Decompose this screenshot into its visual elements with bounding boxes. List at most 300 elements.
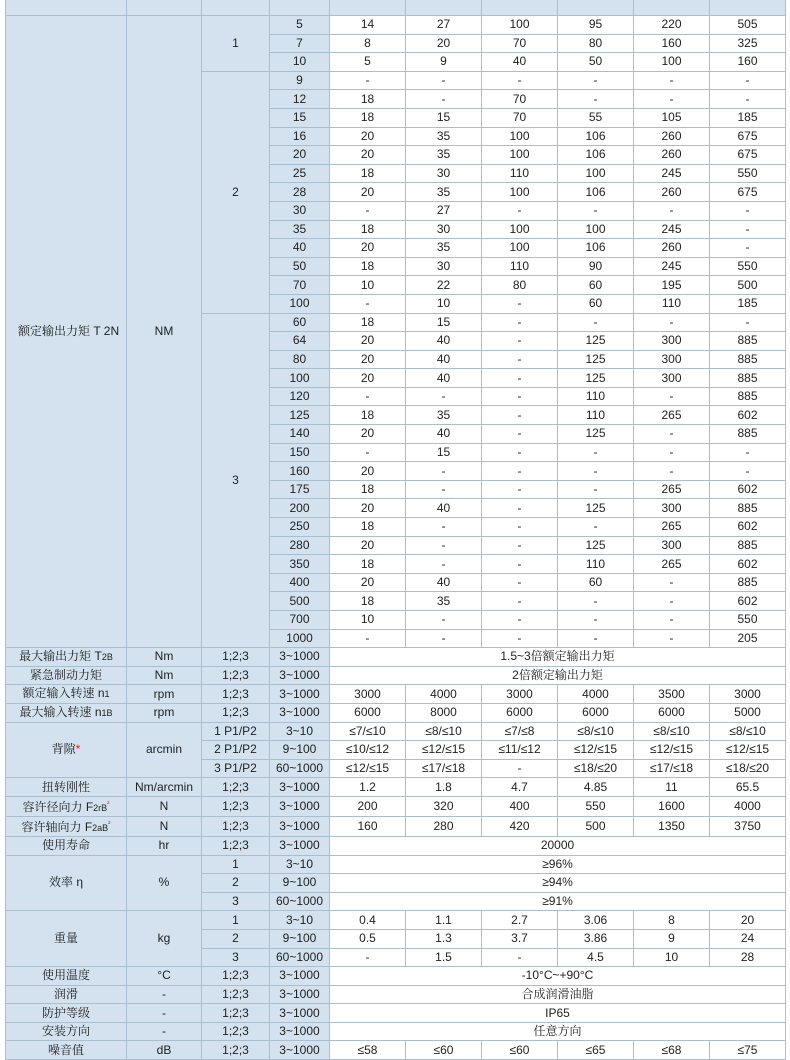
torque-value: 110	[558, 555, 634, 574]
torque-value: 125	[558, 332, 634, 351]
stage-cell: 1;2;3	[202, 1004, 270, 1023]
value-cell: 3000	[482, 685, 558, 704]
ratio-cell: 9~100	[270, 741, 330, 760]
row-label	[6, 648, 127, 667]
ratio-cell: 16	[270, 127, 330, 146]
value-cell: 20	[710, 911, 786, 930]
header-cell	[634, 0, 710, 16]
max_torque-row	[6, 648, 786, 667]
value-cell: ≤12/≤15	[710, 741, 786, 760]
row-label	[6, 685, 127, 704]
torque-value: 15	[406, 108, 482, 127]
torque-value: -	[482, 406, 558, 425]
stage-cell: 2	[202, 874, 270, 893]
value-cell: ≤8/≤10	[710, 722, 786, 741]
torque-value: -	[634, 592, 710, 611]
ratio-cell: 60~1000	[270, 892, 330, 911]
value-cell: ≥94%	[330, 874, 786, 893]
row-label	[6, 967, 127, 986]
torque-value: -	[558, 611, 634, 630]
value-cell: ≤8/≤10	[634, 722, 710, 741]
torque-value: -	[482, 387, 558, 406]
weight-row	[6, 911, 786, 930]
torque-value: 245	[634, 257, 710, 276]
unit-cell: kg	[127, 911, 202, 967]
value-cell: 1.1	[406, 911, 482, 930]
torque-value: 70	[482, 108, 558, 127]
torque-value: 20	[330, 425, 406, 444]
value-cell: 9	[634, 929, 710, 948]
torque-value: 505	[710, 16, 786, 35]
ratio-cell: 140	[270, 425, 330, 444]
row-label	[6, 855, 127, 911]
torque-value: 885	[710, 369, 786, 388]
ratio-cell: 12	[270, 90, 330, 109]
torque-value: -	[634, 425, 710, 444]
row-label	[6, 1022, 127, 1041]
torque-value: 35	[406, 239, 482, 258]
emergency-row	[6, 666, 786, 685]
value-cell: 550	[558, 796, 634, 816]
torque-value: 106	[558, 146, 634, 165]
value-cell: ≥96%	[330, 855, 786, 874]
ratio-cell: 28	[270, 183, 330, 202]
torque-value: -	[634, 90, 710, 109]
rated_speed-row	[6, 685, 786, 704]
lubrication-row	[6, 985, 786, 1004]
torque-value: 40	[406, 499, 482, 518]
torque-value: -	[406, 71, 482, 90]
torque-row	[6, 16, 786, 35]
value-cell: 3.86	[558, 929, 634, 948]
torque-value: 100	[482, 183, 558, 202]
ratio-cell: 80	[270, 350, 330, 369]
header-cell	[6, 0, 127, 16]
ratio-cell: 9	[270, 71, 330, 90]
torque-value: 602	[710, 555, 786, 574]
value-cell: ≤65	[558, 1041, 634, 1060]
torque-value: 885	[710, 499, 786, 518]
torque-value: 300	[634, 499, 710, 518]
torque-value: 40	[406, 369, 482, 388]
torque-value: 35	[406, 127, 482, 146]
value-cell: 0.4	[330, 911, 406, 930]
header-row	[6, 0, 786, 16]
value-cell: ≤18/≤20	[710, 759, 786, 778]
stage-cell: 2	[202, 929, 270, 948]
stage-cell: 1;2;3	[202, 703, 270, 722]
torque-value: -	[634, 387, 710, 406]
ratio-cell: 3~1000	[270, 1022, 330, 1041]
torque-value: -	[482, 294, 558, 313]
torque-value: -	[634, 611, 710, 630]
torque-value: 300	[634, 350, 710, 369]
unit-cell: arcmin	[127, 722, 202, 778]
torque-value: 260	[634, 127, 710, 146]
stage-cell: 1;2;3	[202, 836, 270, 855]
row-label-note-mark: *	[75, 742, 81, 757]
value-cell: 4000	[406, 685, 482, 704]
torque-value: 885	[710, 387, 786, 406]
torque-value: 265	[634, 518, 710, 537]
torque-value: 60	[558, 276, 634, 295]
torque-value: 125	[558, 369, 634, 388]
row-label	[6, 796, 127, 816]
value-cell: 3000	[330, 685, 406, 704]
torque-value: -	[482, 332, 558, 351]
unit-cell: Nm	[127, 666, 202, 685]
torque-value: 205	[710, 629, 786, 648]
header-cell	[406, 0, 482, 16]
value-cell: 8000	[406, 703, 482, 722]
torque-value: 80	[482, 276, 558, 295]
torque-value: 18	[330, 257, 406, 276]
torque-value: -	[330, 443, 406, 462]
torque-value: -	[406, 387, 482, 406]
ratio-cell: 160	[270, 462, 330, 481]
value-cell: ≤12/≤15	[558, 741, 634, 760]
torque-value: 100	[558, 164, 634, 183]
value-cell: ≤12/≤15	[330, 759, 406, 778]
ratio-cell: 70	[270, 276, 330, 295]
torque-value: -	[482, 313, 558, 332]
row-label-subscript: 2B	[101, 651, 113, 662]
torque-value: 550	[710, 611, 786, 630]
value-cell: 4.5	[558, 948, 634, 967]
row-label-text: 重量	[53, 931, 78, 946]
torque-value: 30	[406, 164, 482, 183]
value-cell: 3500	[634, 685, 710, 704]
stage-cell: 1 P1/P2	[202, 722, 270, 741]
header-cell	[270, 0, 330, 16]
unit-cell: hr	[127, 836, 202, 855]
ratio-cell: 3~1000	[270, 703, 330, 722]
value-cell: 10	[634, 948, 710, 967]
torque-value: -	[482, 536, 558, 555]
value-cell: 任意方向	[330, 1022, 786, 1041]
ratio-cell: 400	[270, 573, 330, 592]
header-cell	[330, 0, 406, 16]
stage-cell: 1;2;3	[202, 1041, 270, 1060]
torque-value: 300	[634, 536, 710, 555]
torque-value: -	[634, 71, 710, 90]
torque-value: -	[710, 220, 786, 239]
unit-cell: %	[127, 855, 202, 911]
value-cell: 2倍额定输出力矩	[330, 666, 786, 685]
torque-value: -	[710, 71, 786, 90]
torque-value: 125	[558, 425, 634, 444]
value-cell: -	[482, 948, 558, 967]
stage-cell: 1;2;3	[202, 816, 270, 836]
ratio-cell: 7	[270, 34, 330, 53]
value-cell: 4.85	[558, 778, 634, 797]
torque-value: -	[330, 201, 406, 220]
torque-value: 50	[558, 53, 634, 72]
ratio-cell: 3~10	[270, 722, 330, 741]
ratio-cell: 200	[270, 499, 330, 518]
row-label-text: 噪音值	[47, 1042, 84, 1057]
torque-value: 5	[330, 53, 406, 72]
torque-value: 18	[330, 108, 406, 127]
torque-value: -	[558, 462, 634, 481]
value-cell: 200	[330, 796, 406, 816]
row-label-text: 容许轴向力 F	[21, 819, 93, 834]
value-cell: 3.7	[482, 929, 558, 948]
torque-value: -	[406, 480, 482, 499]
ratio-cell: 9~100	[270, 874, 330, 893]
torque-value: -	[482, 573, 558, 592]
value-cell: -	[330, 948, 406, 967]
torque-value: 18	[330, 313, 406, 332]
value-cell: 6000	[634, 703, 710, 722]
value-cell: ≤12/≤15	[406, 741, 482, 760]
stage-cell: 1	[202, 855, 270, 874]
unit-cell: rpm	[127, 685, 202, 704]
torque-value: -	[710, 90, 786, 109]
torque-value: -	[330, 629, 406, 648]
torque-value: 885	[710, 332, 786, 351]
value-cell: ≤12/≤15	[634, 741, 710, 760]
ratio-cell: 100	[270, 369, 330, 388]
mounting-row	[6, 1022, 786, 1041]
ratio-cell: 64	[270, 332, 330, 351]
value-cell: 24	[710, 929, 786, 948]
torque-value: 9	[406, 53, 482, 72]
torque-value: 195	[634, 276, 710, 295]
torque-value: 220	[634, 16, 710, 35]
rated-torque-label: 额定输出力矩 T 2N	[6, 16, 127, 648]
value-cell: ≤7/≤10	[330, 722, 406, 741]
torque-value: 602	[710, 518, 786, 537]
stage-number: 3	[202, 313, 270, 648]
ratio-cell: 15	[270, 108, 330, 127]
torque-value: 245	[634, 164, 710, 183]
header-cell	[127, 0, 202, 16]
unit-cell: Nm/arcmin	[127, 778, 202, 797]
row-label-text: 容许径向力 F	[22, 799, 94, 814]
value-cell: ≤18/≤20	[558, 759, 634, 778]
row-label-text: 使用温度	[41, 968, 90, 983]
ratio-cell: 60~1000	[270, 948, 330, 967]
torque-value: 100	[558, 220, 634, 239]
value-cell: 合成润滑油脂	[330, 985, 786, 1004]
torque-value: -	[710, 443, 786, 462]
torque-value: 885	[710, 350, 786, 369]
row-label-subscript: 1B	[101, 707, 113, 718]
torque-value: 30	[406, 257, 482, 276]
torque-value: -	[634, 313, 710, 332]
ratio-cell: 500	[270, 592, 330, 611]
torque-value: 18	[330, 592, 406, 611]
row-label-note-mark: ²	[107, 800, 110, 808]
torque-value: 106	[558, 183, 634, 202]
torque-value: 675	[710, 127, 786, 146]
stage-cell: 1;2;3	[202, 1022, 270, 1041]
row-label-text: 防护等级	[41, 1005, 90, 1020]
torque-value: 325	[710, 34, 786, 53]
torque-value: 602	[710, 592, 786, 611]
torque-value: 10	[330, 276, 406, 295]
value-cell: 2.7	[482, 911, 558, 930]
torque-value: 100	[482, 127, 558, 146]
value-cell: 65.5	[710, 778, 786, 797]
torque-value: -	[558, 313, 634, 332]
value-cell: 8	[634, 911, 710, 930]
torque-value: 8	[330, 34, 406, 53]
torque-value: 106	[558, 127, 634, 146]
torque-value: -	[482, 611, 558, 630]
torque-value: -	[710, 313, 786, 332]
torque-value: 185	[710, 108, 786, 127]
torque-value: -	[634, 462, 710, 481]
torque-value: 110	[482, 257, 558, 276]
torque-value: -	[330, 71, 406, 90]
torque-value: 80	[558, 34, 634, 53]
stage-cell: 1;2;3	[202, 685, 270, 704]
unit-cell: -	[127, 985, 202, 1004]
ratio-cell: 10	[270, 53, 330, 72]
torque-value: 20	[330, 462, 406, 481]
torque-value: 20	[330, 239, 406, 258]
value-cell: IP65	[330, 1004, 786, 1023]
value-cell: 1.5	[406, 948, 482, 967]
torque-value: 20	[330, 350, 406, 369]
value-cell: 1.8	[406, 778, 482, 797]
torque-value: 22	[406, 276, 482, 295]
torque-value: 35	[406, 406, 482, 425]
torque-value: -	[634, 573, 710, 592]
row-label	[6, 836, 127, 855]
row-label-text: 最大输出力矩 T	[19, 648, 102, 663]
row-label	[6, 911, 127, 967]
stage-cell: 3	[202, 948, 270, 967]
torque-value: 550	[710, 164, 786, 183]
ratio-cell: 40	[270, 239, 330, 258]
torque-value: -	[482, 629, 558, 648]
value-cell: -10°C~+90°C	[330, 967, 786, 986]
torque-value: -	[558, 71, 634, 90]
torque-value: 18	[330, 480, 406, 499]
value-cell: 320	[406, 796, 482, 816]
row-label	[6, 985, 127, 1004]
torque-value: 18	[330, 518, 406, 537]
torque-value: -	[482, 462, 558, 481]
torque-value: 20	[330, 499, 406, 518]
row-label-text: 紧急制动力矩	[29, 668, 102, 683]
torque-value: 265	[634, 555, 710, 574]
value-cell: 400	[482, 796, 558, 816]
torque-value: 675	[710, 146, 786, 165]
torque-value: 100	[482, 16, 558, 35]
torque-value: 20	[330, 332, 406, 351]
torque-value: -	[406, 611, 482, 630]
row-label	[6, 666, 127, 685]
torque-value: 602	[710, 406, 786, 425]
torque-value: -	[406, 90, 482, 109]
life-row	[6, 836, 786, 855]
torque-value: 265	[634, 480, 710, 499]
torque-value: 15	[406, 443, 482, 462]
header-cell	[710, 0, 786, 16]
row-label-text: 背隙	[51, 742, 76, 757]
row-label	[6, 816, 127, 836]
value-cell: ≤60	[482, 1041, 558, 1060]
torque-value: 885	[710, 536, 786, 555]
unit-cell: Nm	[127, 648, 202, 667]
header-cell	[482, 0, 558, 16]
torque-value: -	[634, 629, 710, 648]
ratio-cell: 3~1000	[270, 816, 330, 836]
torque-value: -	[482, 369, 558, 388]
torque-value: -	[406, 629, 482, 648]
value-cell: ≤68	[634, 1041, 710, 1060]
row-label	[6, 1004, 127, 1023]
torque-value: -	[482, 480, 558, 499]
torque-value: 265	[634, 406, 710, 425]
value-cell: 4000	[558, 685, 634, 704]
torque-value: 20	[330, 536, 406, 555]
torque-value: -	[482, 518, 558, 537]
ratio-cell: 30	[270, 201, 330, 220]
ratio-cell: 100	[270, 294, 330, 313]
radial-row	[6, 796, 786, 816]
torque-value: 27	[406, 201, 482, 220]
torque-value: 15	[406, 313, 482, 332]
row-label-text: 最大输入转速 n	[19, 704, 102, 719]
backlash-row	[6, 722, 786, 741]
value-cell: 6000	[482, 703, 558, 722]
torque-value: -	[558, 480, 634, 499]
torque-value: 55	[558, 108, 634, 127]
value-cell: 420	[482, 816, 558, 836]
torque-value: 300	[634, 332, 710, 351]
torque-value: -	[482, 201, 558, 220]
spec-table	[5, 0, 786, 1060]
torque-value: 20	[330, 573, 406, 592]
value-cell: 1.3	[406, 929, 482, 948]
torque-value: 40	[406, 350, 482, 369]
stage-cell: 1;2;3	[202, 796, 270, 816]
torque-value: -	[558, 518, 634, 537]
torque-value: 30	[406, 220, 482, 239]
protection-row	[6, 1004, 786, 1023]
value-cell: 280	[406, 816, 482, 836]
stage-cell: 3 P1/P2	[202, 759, 270, 778]
ratio-cell: 350	[270, 555, 330, 574]
ratio-cell: 5	[270, 16, 330, 35]
torque-value: 18	[330, 220, 406, 239]
row-label-text: 使用寿命	[41, 838, 90, 853]
torque-value: 10	[330, 611, 406, 630]
ratio-cell: 150	[270, 443, 330, 462]
ratio-cell: 60~1000	[270, 759, 330, 778]
ratio-cell: 3~1000	[270, 648, 330, 667]
value-cell: -	[482, 759, 558, 778]
torque-value: 10	[406, 294, 482, 313]
value-cell: 500	[558, 816, 634, 836]
torque-value: 110	[634, 294, 710, 313]
row-label	[6, 722, 127, 778]
stage-cell: 2 P1/P2	[202, 741, 270, 760]
value-cell: 3750	[710, 816, 786, 836]
row-label-subscript: 2rB	[93, 802, 108, 813]
row-label	[6, 703, 127, 722]
ratio-cell: 3~10	[270, 855, 330, 874]
header-cell	[558, 0, 634, 16]
torque-value: 110	[482, 164, 558, 183]
value-cell: ≤75	[710, 1041, 786, 1060]
value-cell: ≤17/≤18	[634, 759, 710, 778]
